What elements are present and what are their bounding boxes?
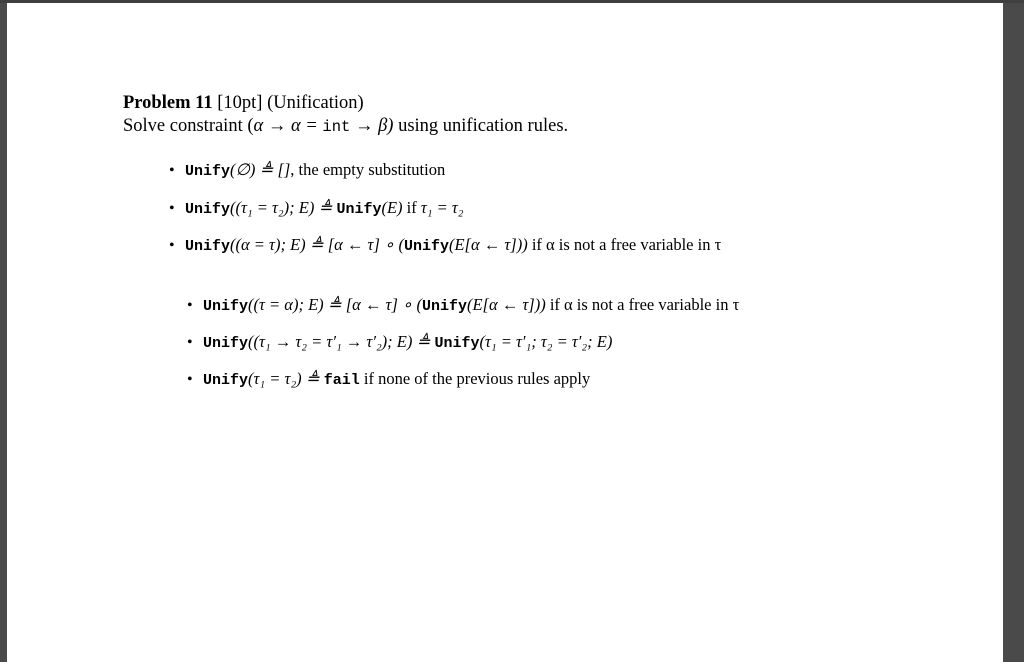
rule-item (187, 295, 739, 317)
rule-math: (∅) ≜ [] (230, 160, 291, 179)
statement-suffix: using unification rules. (393, 116, 569, 136)
rule-math-2: (E[α ← τ])) (448, 235, 528, 254)
rule-keyword-2: Unify (403, 238, 449, 255)
rule-item (169, 198, 464, 220)
rule-item (187, 332, 612, 354)
rule-keyword: Unify (203, 335, 249, 352)
rule-math-3: τ₁ = τ₂ (420, 198, 464, 217)
rule-keyword: Unify (185, 201, 231, 218)
rule-keyword: Unify (185, 163, 231, 180)
document-page (7, 3, 1003, 662)
rule-math-2: (τ₁ = τ′₁; τ₂ = τ′₂; E) (479, 332, 613, 351)
rule-keyword: Unify (203, 298, 249, 315)
bullet-icon: • (187, 334, 193, 351)
rule-keyword-2: Unify (421, 298, 467, 315)
rule-math-2: (E[α ← τ])) (466, 295, 546, 314)
rule-item (169, 235, 721, 257)
problem-title: Problem 11 (123, 93, 213, 113)
rule-math: ((τ₁ = τ₂); E) ≜ (230, 198, 337, 217)
problem-points: [10pt] (217, 93, 263, 113)
constraint-math: α → α = (253, 116, 323, 136)
rule-text: if α is not a free variable in τ (545, 295, 740, 314)
rule-math: (τ₁ = τ₂) ≜ (248, 369, 324, 388)
rule-keyword-2: Unify (434, 335, 480, 352)
bullet-icon: • (169, 200, 175, 217)
problem-topic: (Unification) (267, 93, 364, 113)
constraint-int: int (322, 118, 351, 136)
problem-block (123, 92, 983, 139)
rule-text: if none of the previous rules apply (359, 369, 591, 388)
rule-text: if α is not a free variable in τ (527, 235, 722, 254)
bullet-icon: • (187, 297, 193, 314)
bullet-icon: • (187, 371, 193, 388)
statement-prefix: Solve constraint ( (123, 116, 254, 136)
rule-math: ((α = τ); E) ≜ [α ← τ] ∘ ( (230, 235, 404, 254)
rule-text: if (402, 198, 421, 217)
rule-keyword: Unify (203, 372, 249, 389)
constraint-tail: → β) (350, 116, 394, 136)
problem-statement (123, 114, 983, 139)
rule-math: ((τ₁ → τ₂ = τ′₁ → τ′₂); E) ≜ (248, 332, 435, 351)
rule-keyword-2: fail (323, 372, 360, 389)
bullet-icon: • (169, 237, 175, 254)
problem-heading (123, 92, 983, 114)
rule-text: , the empty substitution (290, 160, 446, 179)
bullet-icon: • (169, 162, 175, 179)
rule-item (187, 369, 590, 391)
rule-keyword: Unify (185, 238, 231, 255)
rule-math-2: (E) (381, 198, 403, 217)
rule-math: ((τ = α); E) ≜ [α ← τ] ∘ ( (248, 295, 422, 314)
rule-keyword-2: Unify (336, 201, 382, 218)
rule-item (169, 160, 445, 182)
